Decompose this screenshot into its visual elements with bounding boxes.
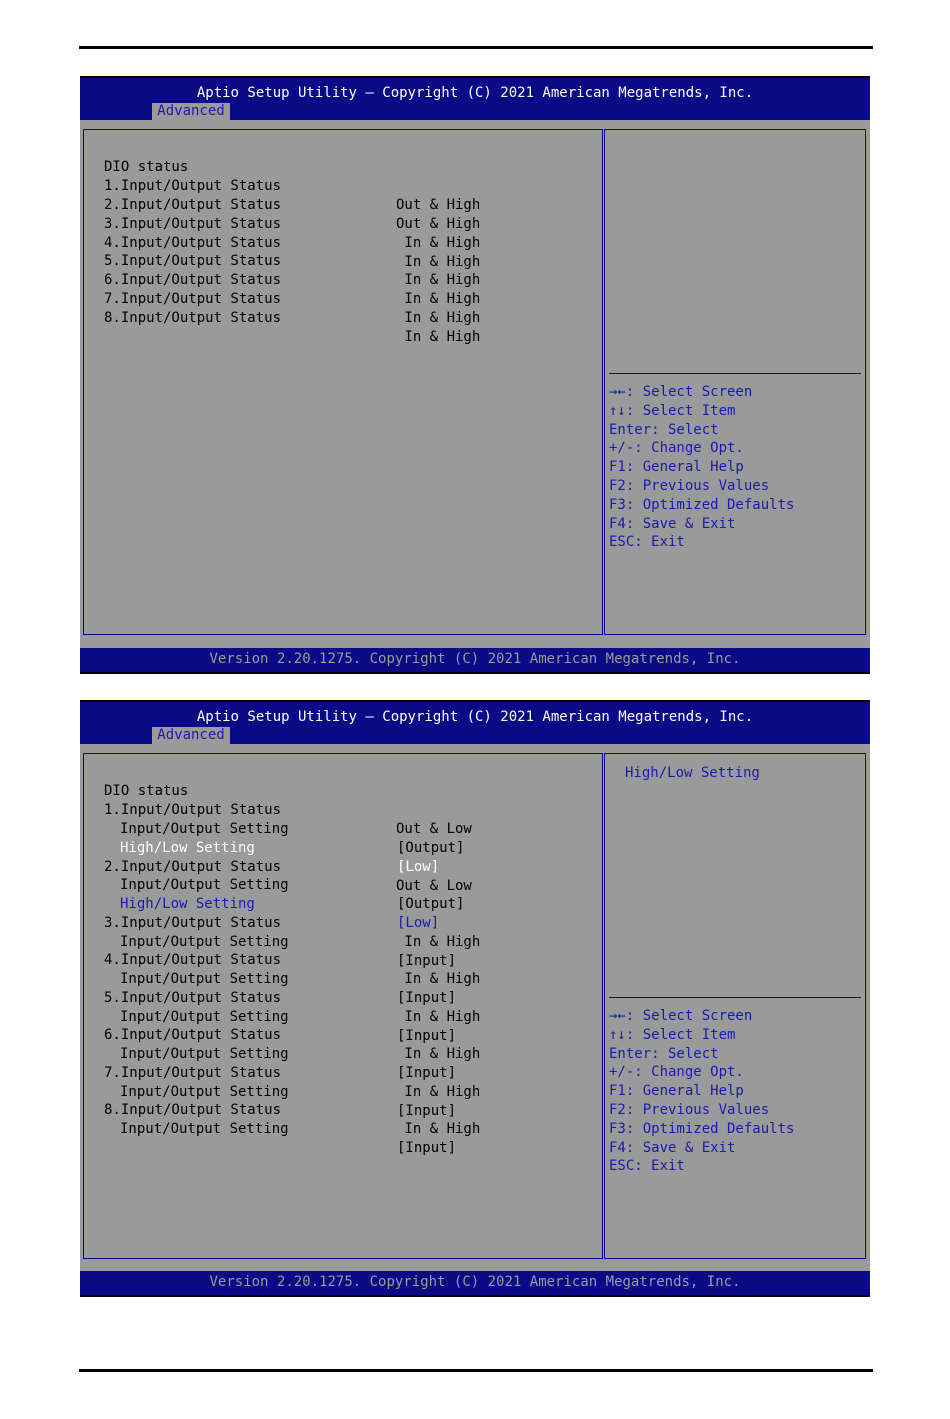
row-label: Input/Output Setting — [120, 971, 289, 987]
key-help-f3: F3: Optimized Defaults — [609, 1120, 795, 1137]
row-value: [Input] — [397, 1065, 457, 1081]
row-value: Out & Low — [396, 878, 472, 894]
row-label: 4.Input/Output Status — [104, 952, 282, 968]
row-label: 3.Input/Output Status — [104, 915, 282, 931]
row-label: 1.Input/Output Status — [104, 178, 282, 194]
key-help-esc: ESC: Exit — [609, 534, 685, 551]
row-value: In & High — [396, 235, 481, 251]
section-title: DIO status — [104, 159, 189, 175]
bios-body — [80, 120, 870, 648]
key-help-f1: F1: General Help — [609, 459, 744, 476]
row-label: High/Low Setting — [120, 896, 255, 912]
key-help-change-opt: +/-: Change Opt. — [609, 440, 744, 457]
key-help-f4: F4: Save & Exit — [609, 515, 736, 532]
row-label: 8.Input/Output Status — [104, 1102, 282, 1118]
help-divider — [609, 373, 861, 374]
row-value: [Input] — [397, 1103, 457, 1119]
row-value: In & High — [396, 1046, 481, 1062]
row-label: Input/Output Setting — [120, 1084, 289, 1100]
row-label: 7.Input/Output Status — [104, 1065, 282, 1081]
tab-advanced[interactable]: Advanced — [152, 727, 230, 744]
row-label: 1.Input/Output Status — [104, 802, 282, 818]
row-value: In & High — [396, 1009, 481, 1025]
row-label: 5.Input/Output Status — [104, 253, 282, 269]
row-value: In & High — [396, 254, 481, 270]
row-label: 6.Input/Output Status — [104, 1027, 282, 1043]
row-label: Input/Output Setting — [120, 877, 289, 893]
help-pane — [604, 129, 866, 635]
help-pane — [604, 753, 866, 1259]
key-help-f3: F3: Optimized Defaults — [609, 496, 795, 513]
bios-screen-dio-settings — [80, 700, 870, 1297]
bios-header — [80, 702, 870, 744]
row-value: [Input] — [397, 990, 457, 1006]
section-title: DIO status — [104, 783, 189, 799]
row-label: 8.Input/Output Status — [104, 310, 282, 326]
row-value: In & High — [396, 291, 481, 307]
row-value: In & High — [396, 1084, 481, 1100]
bios-footer: Version 2.20.1275. Copyright (C) 2021 American Megatrends, Inc. — [80, 1271, 870, 1295]
row-value: Out & High — [396, 197, 481, 213]
row-label: 2.Input/Output Status — [104, 859, 282, 875]
row-label: 6.Input/Output Status — [104, 272, 282, 288]
bios-title: Aptio Setup Utility – Copyright (C) 2021 American Megatrends, Inc. — [196, 709, 754, 725]
row-label: Input/Output Setting — [120, 1046, 289, 1062]
help-description: High/Low Setting — [625, 765, 760, 781]
row-label: 5.Input/Output Status — [104, 990, 282, 1006]
row-label: Input/Output Setting — [120, 1121, 289, 1137]
row-value: [Input] — [397, 953, 457, 969]
row-label: 3.Input/Output Status — [104, 216, 282, 232]
row-label: High/Low Setting — [120, 840, 255, 856]
key-help-esc: ESC: Exit — [609, 1158, 685, 1175]
row-label: Input/Output Setting — [120, 821, 289, 837]
row-label: Input/Output Setting — [120, 934, 289, 950]
row-value: In & High — [396, 1121, 481, 1137]
row-value: In & High — [396, 310, 481, 326]
row-label: 2.Input/Output Status — [104, 197, 282, 213]
bios-screen-dio-status — [80, 76, 870, 674]
key-help-select-item: ↑↓: Select Item — [609, 402, 736, 419]
bios-body — [80, 744, 870, 1271]
key-help-enter: Enter: Select — [609, 1045, 719, 1062]
key-help-select-screen: →←: Select Screen — [609, 1008, 753, 1024]
key-help-list — [609, 383, 794, 552]
row-value: In & High — [396, 971, 481, 987]
row-label: Input/Output Setting — [120, 1009, 289, 1025]
bios-footer: Version 2.20.1275. Copyright (C) 2021 American Megatrends, Inc. — [80, 648, 870, 672]
key-help-list — [609, 1007, 794, 1176]
key-help-f2: F2: Previous Values — [609, 1101, 770, 1118]
row-value: In & High — [396, 934, 481, 950]
row-label: 4.Input/Output Status — [104, 235, 282, 251]
dio-status-row-8 — [84, 290, 604, 345]
bios-title: Aptio Setup Utility – Copyright (C) 2021 American Megatrends, Inc. — [196, 85, 754, 101]
row-value: [Input] — [397, 1028, 457, 1044]
row-value: [Input] — [397, 1140, 457, 1156]
row-value: Out & High — [396, 216, 481, 232]
key-help-change-opt: +/-: Change Opt. — [609, 1064, 744, 1081]
key-help-f4: F4: Save & Exit — [609, 1139, 736, 1156]
row-label: 7.Input/Output Status — [104, 291, 282, 307]
page-bottom-rule — [79, 1369, 873, 1372]
settings-pane — [83, 753, 603, 1259]
page-top-rule — [79, 46, 873, 49]
key-help-f2: F2: Previous Values — [609, 477, 770, 494]
key-help-select-item: ↑↓: Select Item — [609, 1026, 736, 1043]
row-value: Out & Low — [396, 821, 472, 837]
tab-advanced[interactable]: Advanced — [152, 103, 230, 120]
settings-pane — [83, 129, 603, 635]
key-help-enter: Enter: Select — [609, 421, 719, 438]
key-help-f1: F1: General Help — [609, 1083, 744, 1100]
row-value: [Output] — [397, 840, 465, 856]
row-value: [Low] — [397, 859, 440, 875]
row-value: In & High — [396, 272, 481, 288]
bios-header — [80, 78, 870, 120]
help-divider — [609, 997, 861, 998]
row-value: [Low] — [397, 915, 440, 931]
row-value: [Output] — [397, 896, 465, 912]
row-value: In & High — [396, 329, 481, 345]
key-help-select-screen: →←: Select Screen — [609, 384, 753, 400]
